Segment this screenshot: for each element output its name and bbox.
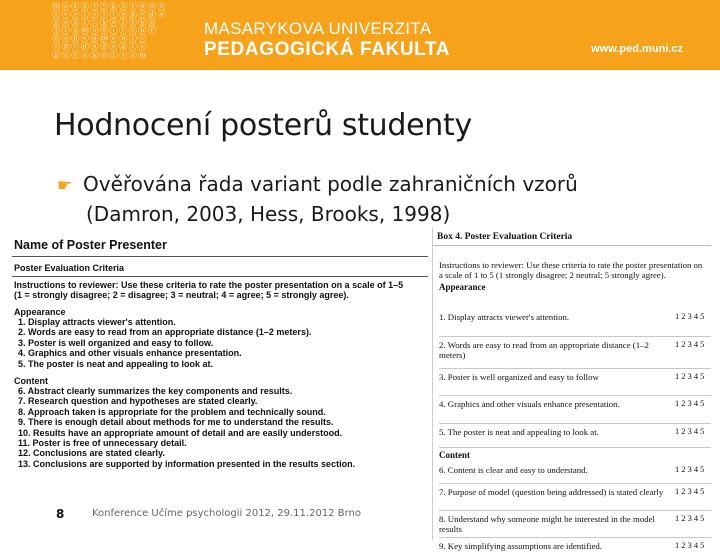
form-instructions: Instructions to reviewer: Use these criteria to rate the poster presentation on a scale of 1 to 5 (1 strongly disagree; 2 neutral; 5 strongly agree). — [439, 260, 703, 280]
hand-pointing-icon: ☛ — [57, 176, 73, 196]
rating-scale: 1 2 3 4 5 — [675, 465, 705, 474]
section-content: Content — [439, 450, 470, 460]
bullet-text-line2: (Damron, 2003, Hess, Brooks, 1998) — [86, 202, 451, 226]
divider — [439, 483, 711, 484]
divider — [439, 395, 711, 396]
rating-scale: 1 2 3 4 5 — [675, 312, 705, 321]
divider — [439, 423, 711, 424]
item-text: 6. Content is clear and easy to understand. — [439, 465, 588, 475]
divider — [12, 276, 428, 277]
footer-conference: Konference Učíme psychologii 2012, 29.11.2012 Brno — [92, 508, 361, 519]
scanned-evaluation-form-right — [432, 228, 711, 551]
item-text: 5. The poster is neat and appealing to look at. — [439, 427, 599, 437]
scanned-evaluation-form-left — [10, 238, 428, 496]
rating-scale: 1 2 3 4 5 — [675, 427, 705, 436]
item-text: 3. Poster is well organized and easy to follow — [439, 372, 599, 382]
bullet-point — [57, 170, 697, 228]
rating-scale: 1 2 3 4 5 — [675, 340, 705, 349]
form-instructions-line1: Instructions to reviewer: Use these criteria to rate the poster presentation on a scale of 1–5 — [14, 280, 404, 290]
divider — [439, 537, 711, 538]
university-logo: ⓜⓐⓢⓐⓡⓨⓚⓞⓥⓐⓤⓝ ⓘⓥⓔⓡⓩⓘⓣⓐⓟⓔⓓⓐ ⓖⓞⓖⓘⓒⓚⓐⓕⓐⓚⓤ ⓛⓣⓐⓜⓤⓝⓘⓒⓩⓑⓡ ⓝⓞⓟⓔⓓⓜⓤⓝⓘⓒ ⓩⓟⓔⓓⓐⓖⓞⓖⓘⓒ ⓚⓐⓕⓐⓚⓤⓛⓣⓐⓜ — [52, 1, 168, 60]
list-item: 4. Graphics and other visuals enhance presentation. — [18, 348, 242, 359]
list-item: 5. The poster is neat and appealing to look at. — [18, 358, 214, 369]
slide-title: Hodnocení posterů studenty — [54, 108, 472, 143]
item-text: 9. Key simplifying assumptions are identified. — [439, 541, 602, 551]
box-title: Box 4. Poster Evaluation Criteria — [433, 228, 711, 246]
divider — [439, 336, 711, 337]
list-item — [433, 399, 711, 423]
list-item: 8. Approach taken is appropriate for the problem and technically sound. — [18, 406, 326, 417]
item-text: 8. Understand why someone might be interested in the model results — [439, 514, 655, 534]
section-appearance: Appearance — [14, 307, 66, 317]
section-appearance: Appearance — [439, 282, 486, 292]
list-item: 6. Abstract clearly summarizes the key components and results. — [18, 386, 293, 397]
form-criteria-heading: Poster Evaluation Criteria — [14, 263, 125, 273]
list-item — [433, 427, 711, 447]
faculty-name: PEDAGOGICKÁ FAKULTA — [204, 39, 451, 60]
divider — [439, 368, 711, 369]
list-item — [433, 465, 711, 483]
list-item: 12. Conclusions are stated clearly. — [18, 448, 165, 459]
list-item: 9. There is enough detail about methods for me to understand the results. — [18, 417, 334, 428]
list-item — [433, 312, 711, 336]
list-item: 3. Poster is well organized and easy to follow. — [18, 337, 214, 348]
divider — [12, 256, 428, 257]
item-text: 4. Graphics and other visuals enhance presentation. — [439, 399, 620, 409]
header-bar — [0, 0, 720, 70]
page-number: 8 — [56, 507, 65, 521]
list-item: 2. Words are easy to read from an appropriate distance (1–2 meters). — [18, 327, 312, 338]
rating-scale: 1 2 3 4 5 — [675, 487, 705, 496]
list-item — [433, 487, 711, 510]
form-instructions — [14, 280, 428, 300]
list-item: 11. Poster is free of unnecessary detail. — [18, 438, 187, 449]
faculty-url[interactable]: www.ped.muni.cz — [591, 43, 683, 55]
rating-scale: 1 2 3 4 5 — [675, 399, 705, 408]
item-text: 1. Display attracts viewer's attention. — [439, 312, 570, 322]
rating-scale: 1 2 3 4 5 — [675, 514, 705, 523]
list-item — [433, 514, 711, 537]
divider — [439, 510, 711, 511]
list-item: 10. Results have an appropriate amount of detail and are easily understood. — [18, 427, 343, 438]
bullet-text-line1: Ověřována řada variant podle zahraničních vzorů — [83, 172, 578, 196]
item-text: 2. Words are easy to read from an appropriate distance (1–2 meters) — [439, 340, 649, 360]
rating-scale: 1 2 3 4 5 — [675, 541, 705, 550]
item-text: 7. Purpose of model (question being addressed) is stated clearly — [439, 487, 664, 497]
list-item: 13. Conclusions are supported by information presented in the results section. — [18, 458, 356, 469]
form-name-line: Name of Poster Presenter — [14, 238, 167, 252]
rating-scale: 1 2 3 4 5 — [675, 372, 705, 381]
list-item: 1. Display attracts viewer's attention. — [18, 317, 176, 327]
list-item: 7. Research question and hypotheses are stated clearly. — [18, 396, 258, 407]
list-item — [433, 541, 711, 555]
form-instructions-line2: (1 = strongly disagree; 2 = disagree; 3 = neutral; 4 = agree; 5 = strongly agree). — [14, 290, 349, 300]
university-name: MASARYKOVA UNIVERZITA — [204, 19, 432, 38]
section-content: Content — [14, 376, 48, 387]
list-item — [433, 340, 711, 368]
list-item — [433, 372, 711, 395]
